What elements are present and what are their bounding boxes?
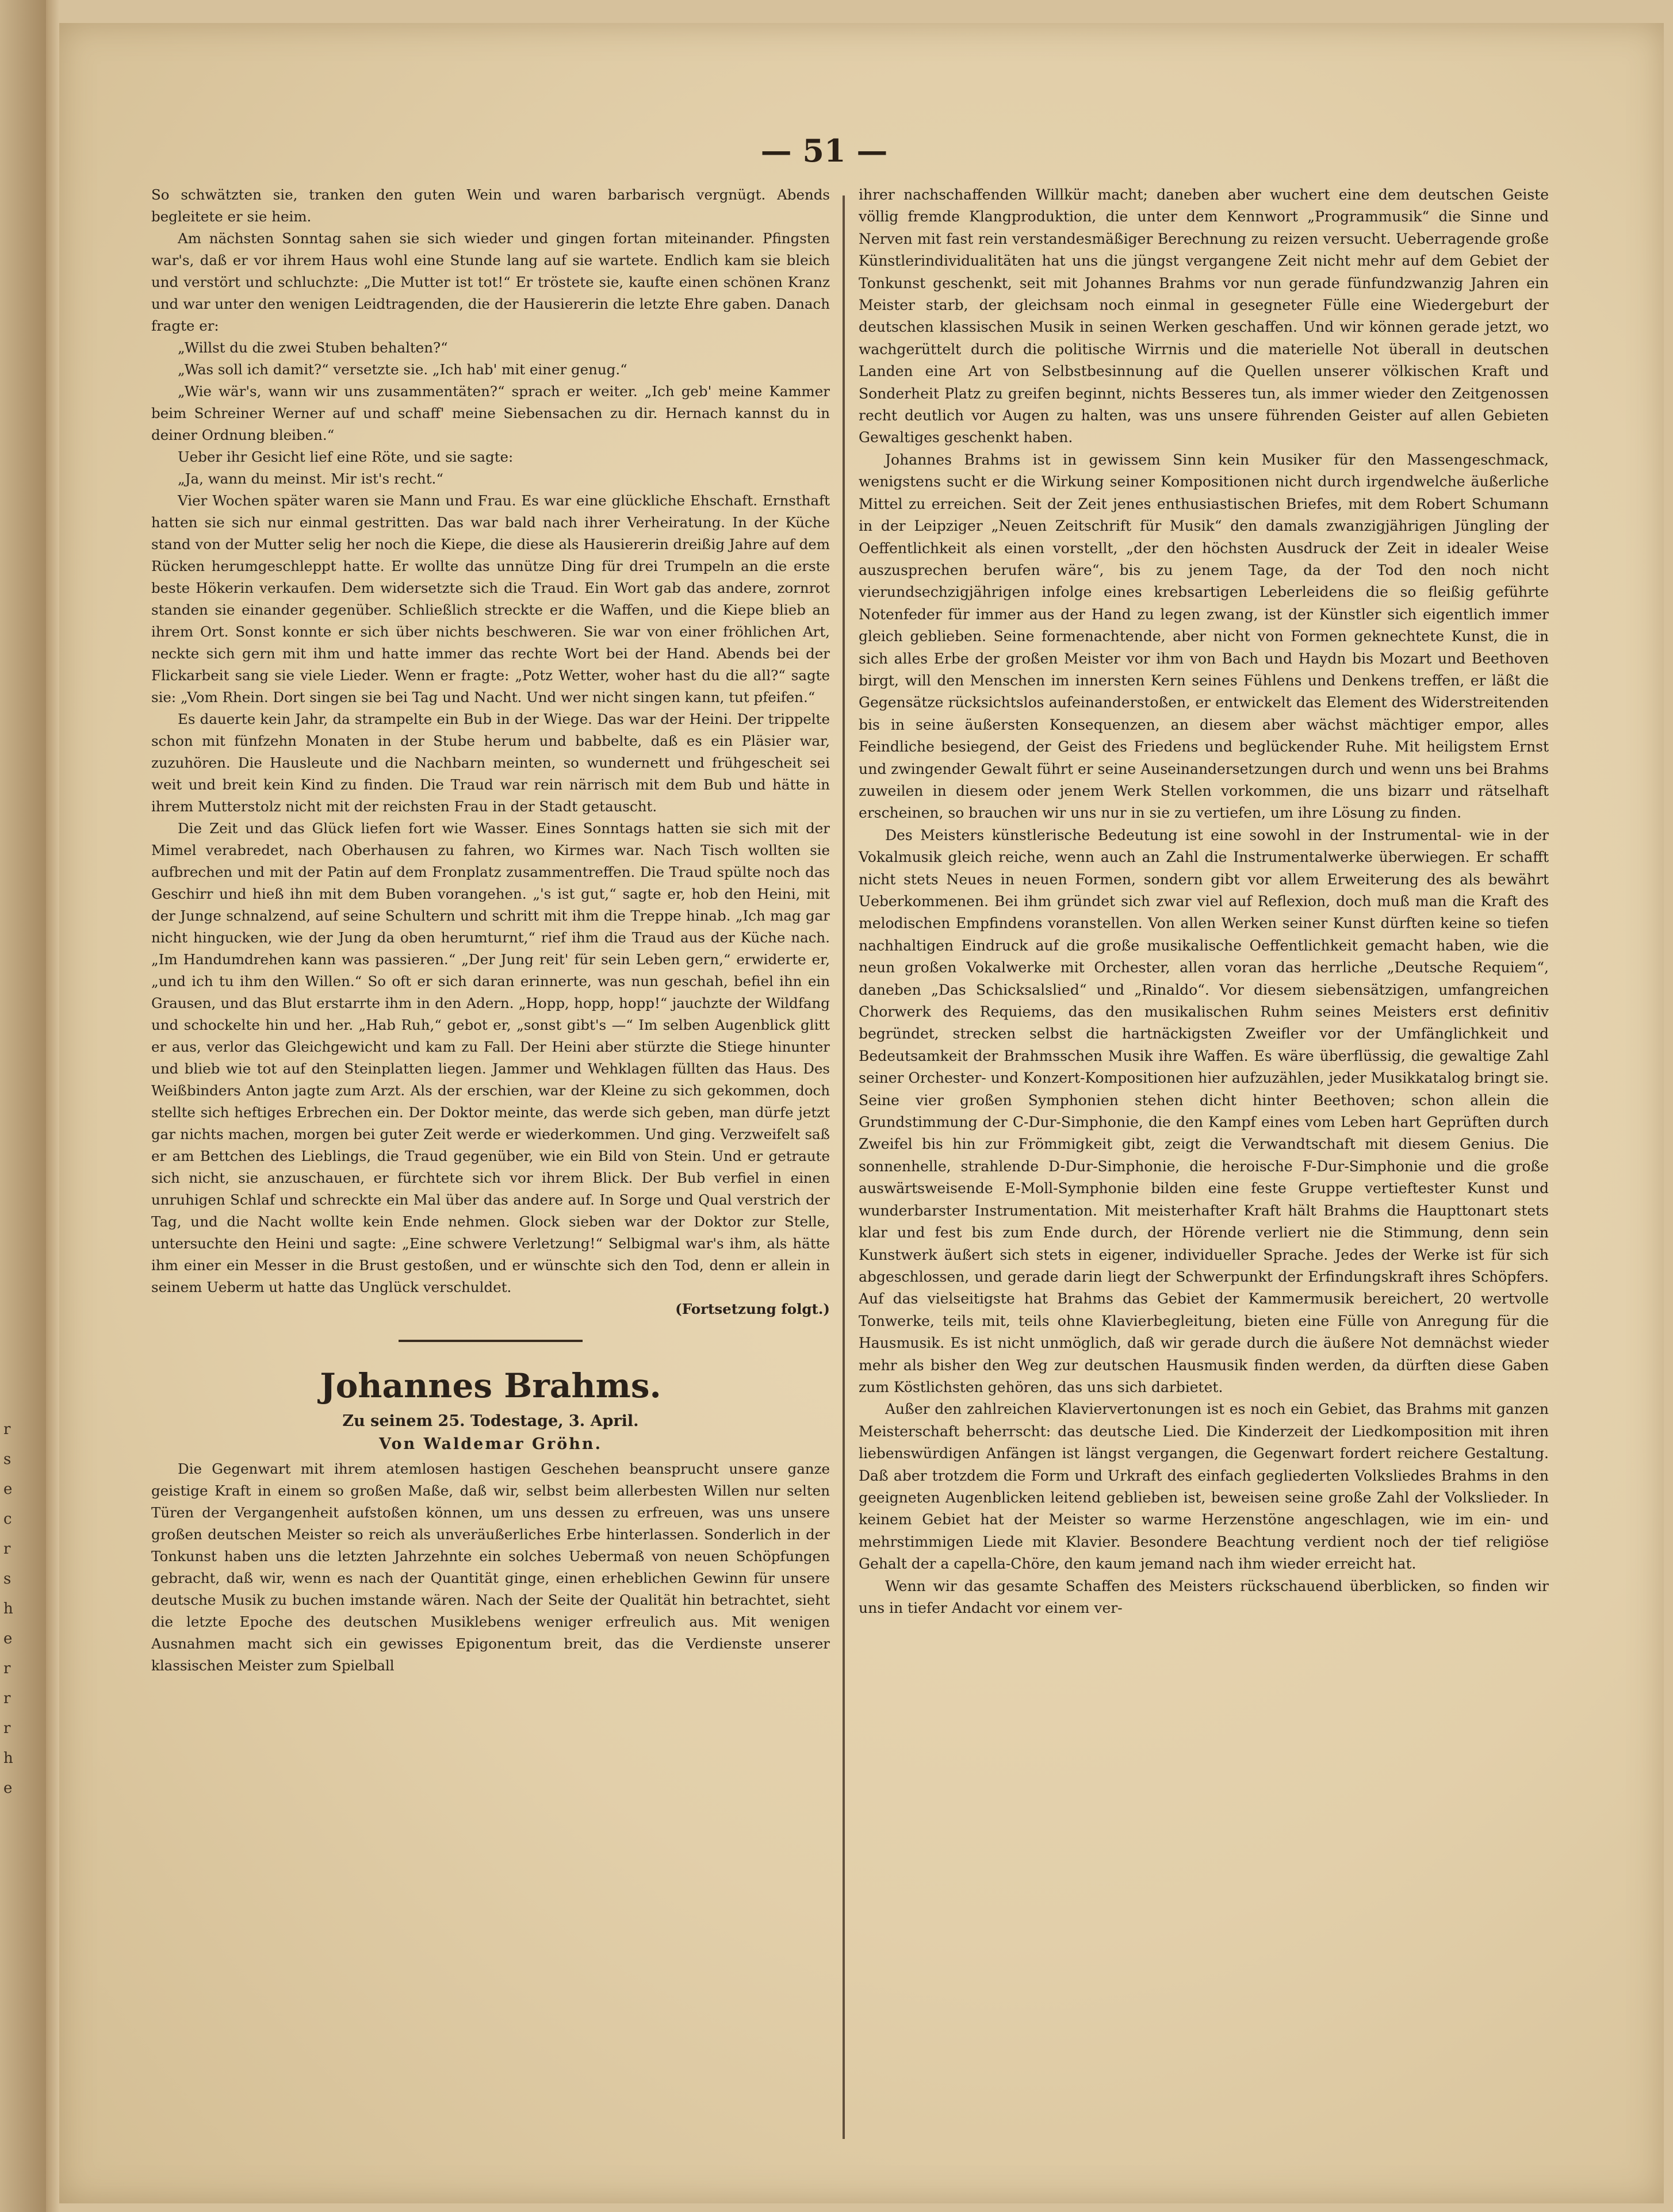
previous-page-letter: r	[3, 1660, 11, 1677]
left-column	[151, 184, 830, 2156]
paragraph: Es dauerte kein Jahr, da strampelte ein Bub in der Wiege. Das war der Heini. Der trippelte schon mit fünfzehn Monaten in der Stube herum und babbelte, daß es ein Pläsier war, zuzuhören. Die Hausleute und die Nachbarn meinten, so wundernett und frühgescheit sei weit und breit kein Kind zu finden. Die Traud war rein närrisch mit dem Bub und hätte in ihrem Mutterstolz nicht mit der reichsten Frau in der Stadt getauscht.	[151, 711, 830, 815]
article-subtitle: Zu seinem 25. Todestage, 3. April.	[342, 1412, 639, 1430]
previous-page-letter: r	[3, 1540, 11, 1558]
previous-page-letter: h	[3, 1750, 13, 1767]
paragraph: Die Gegenwart mit ihrem atemlosen hastigen Geschehen beansprucht unsere ganze geistige Kraft in einem so großen Maße, daß wir, selbst beim allerbesten Willen nur selten Türen der Vergangenheit aufstoßen können, um uns dessen zu erfreuen, was uns unsere großen deutschen Meister so reich als unveräußerliches Erbe hinterlassen. Sonderlich in der Tonkunst haben uns die letzten Jahrzehnte ein solches Uebermaß von neuen Schöpfungen gebracht, daß wir, wenn es nach der Quantität ginge, einen erheblichen Gewinn für unsere deutsche Musik zu buchen imstande wären. Nach der Seite der Qualität hin betrachtet, sieht die letzte Epoche des deutschen Musiklebens weniger erfreulich aus. Mit wenigen Ausnahmen macht sich ein gewisses Epigonentum breit, das die Verdienste unserer klassischen Meister zum Spielball	[151, 1460, 830, 1674]
paragraph: Wenn wir das gesamte Schaffen des Meisters rückschauend überblicken, so finden wir uns in tiefer Andacht vor einem ver-	[859, 1577, 1549, 1616]
paragraph: „Ja, wann du meinst. Mir ist's recht.“	[178, 470, 443, 487]
previous-page-edge	[0, 0, 46, 2212]
serial-story	[151, 184, 830, 1298]
previous-page-letter: h	[3, 1600, 13, 1617]
paragraph: „Was soll ich damit?“ versetzte sie. „Ich hab' mit einer genug.“	[178, 361, 627, 378]
paragraph: Ueber ihr Gesicht lief eine Röte, und sie sagte:	[178, 448, 514, 465]
column-rule	[843, 195, 845, 2139]
continued-note: (Fortsetzung folgt.)	[675, 1301, 830, 1317]
separator-rule	[399, 1340, 583, 1342]
paragraph: „Wie wär's, wann wir uns zusammentäten?“ sprach er weiter. „Ich geb' meine Kammer beim Schreiner Werner auf und schaff' meine Siebensachen zu dir. Hernach kannst du in deiner Ordnung bleiben.“	[151, 383, 830, 443]
previous-page-letter: s	[3, 1570, 12, 1588]
previous-page-letter: s	[3, 1451, 12, 1468]
paragraph: „Willst du die zwei Stuben behalten?“	[178, 339, 448, 356]
previous-page-letter: e	[3, 1780, 13, 1797]
previous-page-letter: e	[3, 1481, 13, 1498]
paragraph: Johannes Brahms ist in gewissem Sinn kein Musiker für den Massengeschmack, wenigstens sucht er die Wirkung seiner Kompositionen nicht durch irgendwelche äußerliche Mittel zu erreichen. Seit der Zeit jenes enthusiastischen Briefes, mit dem Robert Schumann in der Leipziger „Neuen Zeitschrift für Musik“ den damals zwanzigjährigen Jüngling der Oeffentlichkeit als einen vorstellt, „der den höchsten Ausdruck der Zeit in idealer Weise auszusprechen berufen wäre“, bis zu jenem Tage, da der Tod den noch nicht vierundsechzigjährigen infolge eines krebsartigen Leberleidens die so fleißig geführte Notenfeder für immer aus der Hand zu legen zwang, ist der Künstler sich eigentlich immer gleich geblieben. Seine formenachtende, aber nicht von Formen geknechtete Kunst, die in sich alles Erbe der großen Meister vor ihm von Bach und Haydn bis Mozart und Beethoven birgt, will den Menschen im innersten Kern seines Fühlens und Denkens treffen, er läßt die Gegensätze rücksichtslos aufeinanderstoßen, er entwickelt das Element des Widerstreitenden bis in seine äußersten Konsequenzen, an diesem aber wächst mächtiger empor, alles Feindliche besiegend, der Geist des Friedens und beglückender Ruhe. Mit heiligstem Ernst und zwingender Gewalt führt er seine Auseinandersetzungen durch und wenn uns bei Brahms zuweilen in diesem oder jenem Werk Stellen vorkommen, die uns bizarr und rätselhaft erscheinen, so brauchen wir uns nur in sie zu vertiefen, um ihre Lösung zu finden.	[859, 451, 1549, 822]
paragraph: Am nächsten Sonntag sahen sie sich wieder und gingen fortan miteinander. Pfingsten war's, daß er vor ihrem Haus wohl eine Stunde lang auf sie wartete. Endlich kam sie bleich und verstört und schluchzte: „Die Mutter ist tot!“ Er tröstete sie, kaufte einen schönen Kranz und war unter den wenigen Leidtragenden, die der Hausiererin die letzte Ehre gaben. Danach fragte er:	[151, 230, 830, 334]
article-author: Von Waldemar Gröhn.	[379, 1435, 602, 1453]
newspaper-page	[59, 23, 1664, 2203]
previous-page-letter: e	[3, 1630, 13, 1647]
right-column	[859, 184, 1549, 2156]
previous-page-letters	[3, 1414, 38, 1803]
article-body-right	[859, 184, 1549, 1619]
paragraph: ihrer nachschaffenden Willkür macht; daneben aber wuchert eine dem deutschen Geiste völlig fremde Klangproduktion, die unter dem Kennwort „Programmusik“ die Sinne und Nerven mit fast rein verstandesmäßiger Berechnung zu reizen versucht. Ueberragende große Künstlerindividualitäten hat uns die jüngst vergangene Zeit nicht mehr auf dem Gebiet der Tonkunst geschenkt, seit mit Johannes Brahms vor nun gerade fünfundzwanzig Jahren ein Meister starb, der gleichsam noch einmal in gesegneter Fülle eine Wiedergeburt der deutschen klassischen Musik in seinen Werken geschaffen. Und wir können gerade jetzt, wo wachgerüttelt durch die politische Wirrnis und die materielle Not überall in deutschen Landen eine Art von Selbstbesinnung auf die Quellen unserer völkischen Kraft und Sonderheit Platz zu greifen beginnt, nichts Besseres tun, als immer wieder den Zeitgenossen recht deutlich vor Augen zu halten, was uns unsere führenden Geister auf allen Gebieten Gewaltiges geschenkt haben.	[859, 186, 1549, 446]
previous-page-letter: c	[3, 1511, 12, 1528]
previous-page-letter: r	[3, 1720, 11, 1737]
paragraph: Des Meisters künstlerische Bedeutung ist eine sowohl in der Instrumental- wie in der Vokalmusik gleich reiche, wenn auch an Zahl die Instrumentalwerke überwiegen. Er schafft nicht stets Neues in neuen Formen, sondern gibt vor allem Erweiterung des als bewährt Ueberkommenen. Bei ihm gründet sich zwar viel auf Reflexion, doch muß man die Kraft des melodischen Empfindens voranstellen. Von allen Werken seiner Kunst dürften keine so tiefen nachhaltigen Eindruck auf die große musikalische Oeffentlichkeit gemacht haben, wie die neun großen Vokalwerke mit Orchester, allen voran das herrliche „Deutsche Requiem“, daneben „Das Schicksalslied“ und „Rinaldo“. Vor diesem siebensätzigen, umfangreichen Chorwerk des Requiems, das den musikalischen Ruhm seines Meisters erst definitiv begründet, strecken selbst die hartnäckigsten Zweifler vor der Umfänglichkeit und Bedeutsamkeit der Brahmsschen Musik ihre Waffen. Es wäre überflüssig, die gewaltige Zahl seiner Orchester- und Konzert-Kompositionen hier aufzuzählen, jeder Musikkatalog bringt sie. Seine vier großen Symphonien stehen dicht hinter Beethoven; schon allein die Grundstimmung der C-Dur-Simphonie, die den Kampf eines vom Leben hart Geprüften durch Zweifel bis hin zur Frömmigkeit gibt, zeigt die Verwandtschaft mit diesem Genius. Die sonnenhelle, strahlende D-Dur-Simphonie, die heroische F-Dur-Simphonie und die große auswärtsweisende E-Moll-Symphonie bilden eine feste Gruppe vertieftester Kunst und wunderbarster Instrumentation. Mit meisterhafter Kraft hält Brahms die Haupttonart stets klar und fest bis zum Ende durch, der Hörende verliert nie die Stimmung, denn sein Kunstwerk äußert sich stets in eigener, individueller Sprache. Jedes der Werke ist für sich abgeschlossen, und gerade darin liegt der Schwerpunkt der Erfindungskraft ihres Schöpfers. Auf das vielseitigste hat Brahms das Gebiet der Kammermusik bereichert, 20 wertvolle Tonwerke, teils mit, teils ohne Klavierbegleitung, bieten eine Fülle von Anregung für die Hausmusik. Es ist nicht unmöglich, daß wir gerade durch die äußere Not demnächst wieder mehr als bisher den Weg zur deutschen Hausmusik finden werden, da dürften diese Gaben zum Köstlichsten gehören, das uns sich darbietet.	[859, 826, 1549, 1396]
previous-page-letter: r	[3, 1421, 11, 1438]
paragraph: Außer den zahlreichen Klaviervertonungen ist es noch ein Gebiet, das Brahms mit ganzen Meisterschaft beherrscht: das deutsche Lied. Die Kinderzeit der Liedkomposition mit ihren liebenswürdigen Anfängen ist längst vergangen, die Gegenwart fordert reichere Gestaltung. Daß aber trotzdem die Form und Urkraft des einfach gegliederten Volksliedes Brahms in den geeigneten Augenblicken leitend geblieben ist, beweisen seine große Zahl der Volkslieder. In keinem Gebiet hat der Meister so warme Herzenstöne angeschlagen, wie im ein- und mehrstimmigen Liede mit Klavier. Besondere Beachtung verdient noch der tief religiöse Gehalt der a capella-Chöre, den kaum jemand nach ihm wieder erreicht hat.	[859, 1401, 1549, 1573]
paragraph: So schwätzten sie, tranken den guten Wein und waren barbarisch vergnügt. Abends begleitete er sie heim.	[151, 186, 830, 225]
previous-page-letter: r	[3, 1690, 11, 1707]
article-title: Johannes Brahms.	[320, 1366, 661, 1405]
article-body-left	[151, 1458, 830, 1677]
paragraph: Vier Wochen später waren sie Mann und Frau. Es war eine glückliche Ehschaft. Ernsthaft hatten sie sich nur einmal gestritten. Das war bald nach ihrer Verheiratung. In der Küche stand von der Mutter selig her noch die Kiepe, die diese als Hausiererin dreißig Jahre auf dem Rücken herumgeschleppt hatte. Er wollte das unnütze Ding für drei Trumpeln an die erste beste Hökerin verkaufen. Dem widersetzte sich die Traud. Ein Wort gab das andere, zornrot standen sie einander gegenüber. Schließlich streckte er die Waffen, und die Kiepe blieb an ihrem Ort. Sonst konnte er sich über nichts beschweren. Sie war von einer fröhlichen Art, neckte sich gern mit ihm und hatte immer das rechte Wort bei der Hand. Abends bei der Flickarbeit sang sie viele Lieder. Wenn er fragte: „Potz Wetter, woher hast du die all?“ sagte sie: „Vom Rhein. Dort singen sie bei Tag und Nacht. Und wer nicht singen kann, tut pfeifen.“	[151, 492, 830, 706]
paragraph: Die Zeit und das Glück liefen fort wie Wasser. Eines Sonntags hatten sie sich mit der Mimel verabredet, nach Oberhausen zu fahren, wo Kirmes war. Nach Tisch wollten sie aufbrechen und mit der Patin auf dem Fronplatz zusammentreffen. Die Traud spülte noch das Geschirr und hieß ihn mit dem Buben vorangehen. „'s ist gut,“ sagte er, hob den Heini, mit der Junge schnalzend, auf seine Schultern und schritt mit ihm die Treppe hinab. „Ich mag gar nicht hingucken, wie der Jung da oben herumturnt,“ rief ihm die Traud aus der Küche nach. „Im Handumdrehen kann was passieren.“ „Der Jung reit' für sein Leben gern,“ erwiderte er, „und ich tu ihm den Willen.“ So oft er sich daran erinnerte, was nun geschah, befiel ihn ein Grausen, und das Blut erstarrte ihm in den Adern. „Hopp, hopp, hopp!“ jauchzte der Wildfang und schockelte hin und her. „Hab Ruh,“ gebot er, „sonst gibt's —“ Im selben Augenblick glitt er aus, verlor das Gleichgewicht und kam zu Fall. Der Heini aber stürzte die Stiege hinunter und blieb wie tot auf den Steinplatten liegen. Jammer und Wehklagen füllten das Haus. Des Weißbinders Anton jagte zum Arzt. Als der erschien, war der Kleine zu sich gekommen, doch stellte sich heftiges Erbrechen ein. Der Doktor meinte, das werde sich geben, man dürfe jetzt gar nichts machen, morgen bei guter Zeit werde er wiederkommen. Und ging. Verzweifelt saß er am Bettchen des Lieblings, die Traud gegenüber, wie ein Bild von Stein. Und er getraute sich nicht, sie anzuschauen, er fürchtete sich vor ihrem Blick. Der Bub verfiel in einen unruhigen Schlaf und schreckte ein Mal über das andere auf. In Sorge und Qual verstrich der Tag, und die Nacht wollte kein Ende nehmen. Glock sieben war der Doktor zur Stelle, untersuchte den Heini und sagte: „Eine schwere Verletzung!“ Selbigmal war's ihm, als hätte ihm einer ein Messer in die Brust gestoßen, und er wünschte sich den Tod, denn er allein in seinem Ueberm ut hatte das Unglück verschuldet.	[151, 820, 830, 1295]
page-number: — 51 —	[760, 132, 888, 169]
